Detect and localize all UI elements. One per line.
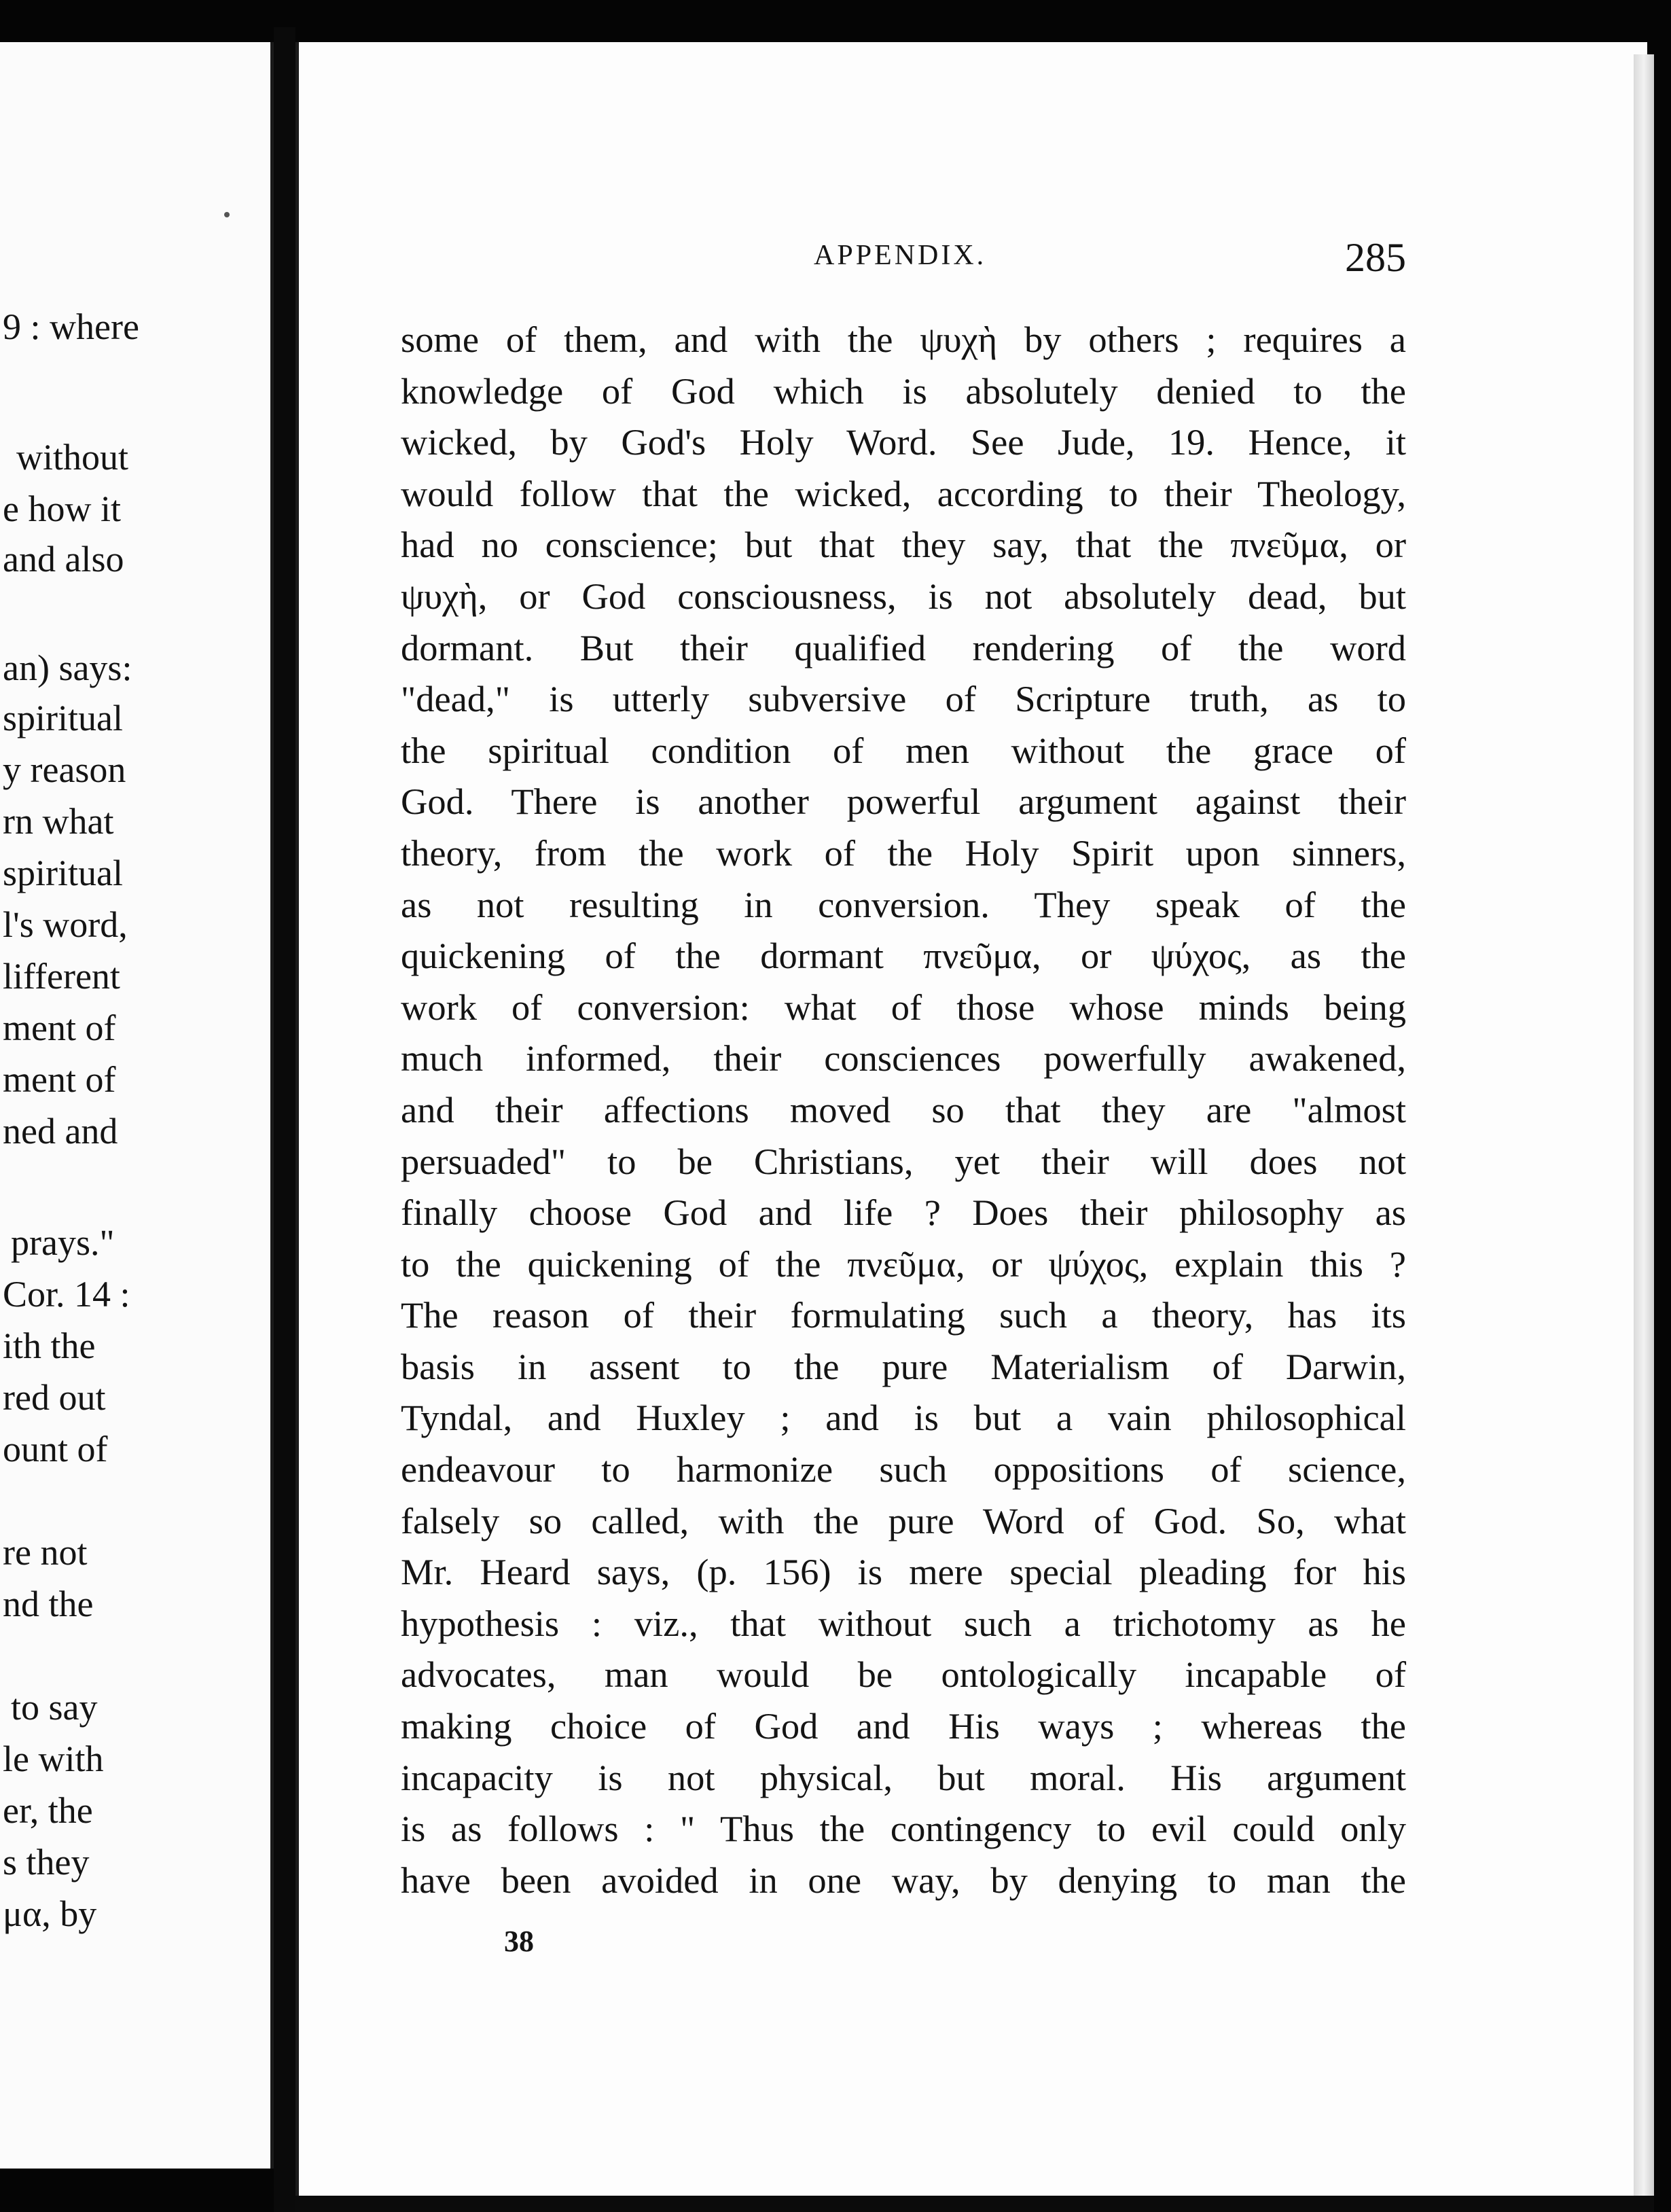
- left-page-line: er, the: [3, 1790, 93, 1831]
- left-page-line: red out: [3, 1377, 106, 1418]
- text-line: Mr. Heard says, (p. 156) is mere special pleading for his: [401, 1551, 1406, 1593]
- left-page-line: 9 : where: [3, 306, 139, 347]
- left-page-line: nd the: [3, 1584, 94, 1624]
- left-page-line: ned and: [3, 1111, 118, 1152]
- left-page-line: μα, by: [3, 1893, 97, 1934]
- text-line: hypothesis : viz., that without such a trichotomy as he: [401, 1602, 1406, 1644]
- text-line: knowledge of God which is absolutely denied to the: [401, 370, 1406, 412]
- page-number: 285: [1345, 235, 1406, 280]
- text-line: theory, from the work of the Holy Spirit upon sinners,: [401, 832, 1406, 874]
- text-line: advocates, man would be ontologically incapable of: [401, 1654, 1406, 1696]
- text-line: making choice of God and His ways ; whereas the: [401, 1705, 1406, 1747]
- left-facing-page: [0, 42, 274, 2169]
- text-line: endeavour to harmonize such oppositions of science,: [401, 1448, 1406, 1491]
- text-line: the spiritual condition of men without the grace of: [401, 729, 1406, 771]
- left-page-line: s they: [3, 1842, 90, 1883]
- text-line: incapacity is not physical, but moral. His argument: [401, 1756, 1406, 1798]
- dust-speck: [224, 212, 230, 217]
- text-line: work of conversion: what of those whose minds being: [401, 986, 1406, 1028]
- left-page-line: l's word,: [3, 904, 128, 945]
- left-page-line: ith the: [3, 1325, 96, 1366]
- book-gutter: [274, 27, 295, 2212]
- left-page-line: y reason: [3, 749, 126, 790]
- left-page-line: an) says:: [3, 647, 132, 688]
- left-page-line: Cor. 14 :: [3, 1274, 130, 1315]
- left-page-line: ment of: [3, 1007, 116, 1048]
- left-page-line: ount of: [3, 1429, 108, 1469]
- text-line: "dead," is utterly subversive of Scripture truth, as to: [401, 678, 1406, 720]
- left-page-line: lifferent: [3, 956, 120, 997]
- text-line: The reason of their formulating such a theory, has its: [401, 1294, 1406, 1336]
- left-page-line: prays.": [11, 1222, 115, 1263]
- text-line: is as follows : " Thus the contingency to evil could only: [401, 1808, 1406, 1850]
- text-line: quickening of the dormant πνεῦμα, or ψύχος, as the: [401, 935, 1406, 977]
- text-line: basis in assent to the pure Materialism of Darwin,: [401, 1345, 1406, 1387]
- left-page-line: re not: [3, 1532, 88, 1573]
- signature-mark: 38: [504, 1925, 534, 1958]
- left-page-line: rn what: [3, 801, 114, 842]
- text-line: ψυχὴ, or God consciousness, is not absolutely dead, but: [401, 575, 1406, 617]
- page-edge: [1634, 54, 1654, 2201]
- body-text: [401, 314, 1406, 1906]
- text-line: wicked, by God's Holy Word. See Jude, 19. Hence, it: [401, 421, 1406, 463]
- running-head: APPENDIX.: [814, 240, 987, 271]
- text-line: as not resulting in conversion. They speak of the: [401, 883, 1406, 925]
- text-line: Tyndal, and Huxley ; and is but a vain philosophical: [401, 1397, 1406, 1439]
- text-line: finally choose God and life ? Does their philosophy as: [401, 1192, 1406, 1234]
- text-line: had no conscience; but that they say, that the πνεῦμα, or: [401, 524, 1406, 566]
- text-line: God. There is another powerful argument against their: [401, 781, 1406, 823]
- left-page-line: and also: [3, 539, 124, 579]
- text-line: would follow that the wicked, according to their Theology,: [401, 472, 1406, 514]
- text-line: persuaded" to be Christians, yet their will does not: [401, 1140, 1406, 1182]
- bottom-edge: [295, 2196, 1654, 2212]
- left-page-line: le with: [3, 1738, 104, 1779]
- text-line: falsely so called, with the pure Word of God. So, what: [401, 1499, 1406, 1541]
- left-page-line: e how it: [3, 488, 121, 529]
- left-page-line: ment of: [3, 1059, 116, 1100]
- text-line: much informed, their consciences powerfully awakened,: [401, 1037, 1406, 1080]
- left-page-line: spiritual: [3, 698, 123, 738]
- text-line: to the quickening of the πνεῦμα, or ψύχος, explain this ?: [401, 1243, 1406, 1285]
- left-page-line: without: [16, 437, 129, 478]
- text-line: some of them, and with the ψυχὴ by others ; requires a: [401, 319, 1406, 360]
- text-line: dormant. But their qualified rendering of the word: [401, 626, 1406, 668]
- left-page-line: spiritual: [3, 853, 123, 893]
- text-line: and their affections moved so that they are "almost: [401, 1088, 1406, 1130]
- left-page-line: to say: [11, 1687, 98, 1728]
- text-line: have been avoided in one way, by denying to man the: [401, 1859, 1406, 1901]
